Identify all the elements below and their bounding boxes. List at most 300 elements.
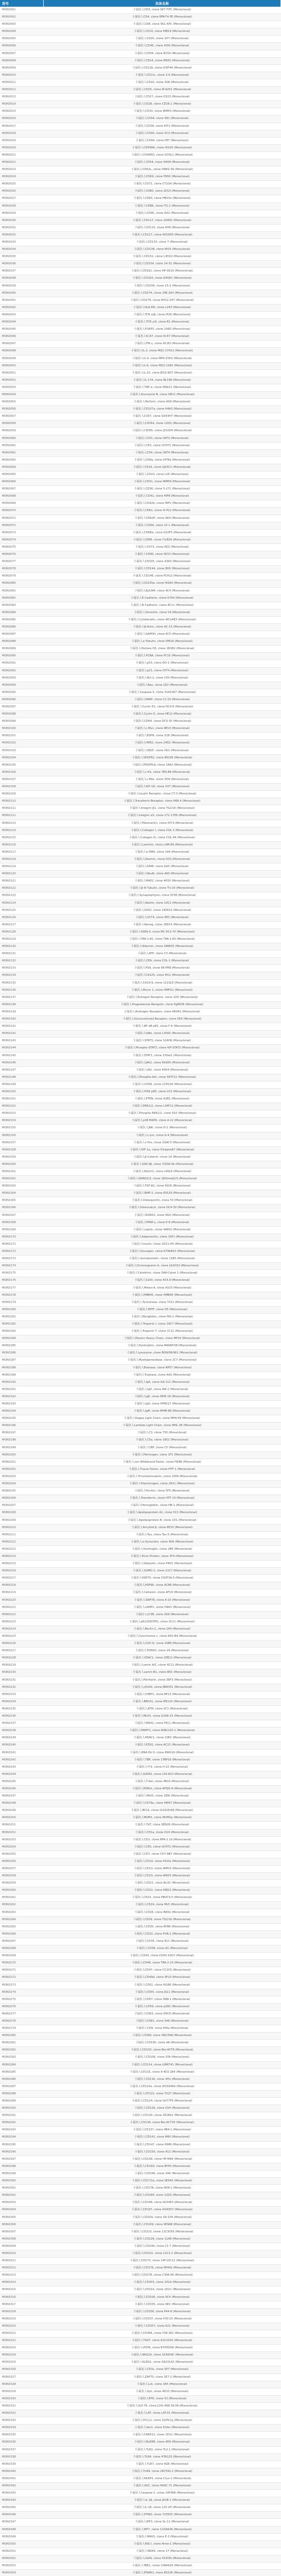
catalog-number-cell: MON3308: [0, 2235, 44, 2243]
table-header: [0, 0, 281, 7]
table-row: [0, 2381, 281, 2388]
catalog-number-cell: MON3058: [0, 420, 44, 428]
table-row: [0, 1916, 281, 1923]
table-row: [0, 7, 281, 14]
catalog-number-cell: MON3199: [0, 1444, 44, 1451]
table-row: [0, 159, 281, 166]
antibody-name-cell: 小鼠抗人T-bet, clone 4B10 (Monoclonal): [44, 1778, 281, 1785]
catalog-number-cell: MON3244: [0, 1771, 44, 1778]
antibody-name-cell: 小鼠抗人ZAP70, clone 1E7.2 (Monoclonal): [44, 2374, 281, 2381]
table-row: [0, 536, 281, 544]
antibody-name-cell: 小鼠抗人CD52, clone HI186 (Monoclonal): [44, 1981, 281, 1989]
catalog-number-cell: MON3224: [0, 1625, 44, 1633]
catalog-number-cell: MON3079: [0, 573, 44, 580]
catalog-number-cell: MON3323: [0, 2345, 44, 2352]
table-row: [0, 602, 281, 609]
catalog-number-cell: MON3321: [0, 2330, 44, 2337]
catalog-number-cell: MON3350: [0, 2540, 44, 2548]
catalog-number-cell: MON3307: [0, 2228, 44, 2235]
antibody-name-cell: 小鼠抗人CD274, clone 29E.2A3 (Monoclonal): [44, 290, 281, 297]
antibody-name-cell: 小鼠抗人CD147, clone HIM6 (Monoclonal): [44, 2141, 281, 2148]
catalog-number-cell: MON3018: [0, 130, 44, 137]
catalog-number-cell: MON3057: [0, 413, 44, 420]
table-row: [0, 1045, 281, 1052]
table-row: [0, 2018, 281, 2025]
catalog-number-cell: MON3044: [0, 319, 44, 326]
antibody-name-cell: 小鼠抗人α-SMA, clone 1A4 (Monoclonal): [44, 849, 281, 856]
antibody-name-cell: 小鼠抗人CD200, clone OX-104 (Monoclonal): [44, 2214, 281, 2221]
antibody-name-cell: 小鼠抗人β-Actin, clone AC-15 (Monoclonal): [44, 623, 281, 631]
antibody-name-cell: 小鼠抗人Apolipoprotein A1, clone 513 (Monoclonal): [44, 1510, 281, 1517]
catalog-number-cell: MON3293: [0, 2127, 44, 2134]
antibody-name-cell: 小鼠抗人CD61, clone VI-PL2 (Monoclonal): [44, 507, 281, 515]
antibody-name-cell: 小鼠抗人c-Kit, clone YB5.B8 (Monoclonal): [44, 769, 281, 776]
table-row: [0, 805, 281, 812]
antibody-name-cell: 小鼠抗人SOX2, clone 245610 (Monoclonal): [44, 907, 281, 914]
table-row: [0, 1785, 281, 1792]
antibody-name-cell: 小鼠抗人CD8a, clone HIT8a (Monoclonal): [44, 456, 281, 464]
table-row: [0, 2054, 281, 2061]
antibody-name-cell: 小鼠抗人PCNA, clone PC10 (Monoclonal): [44, 653, 281, 660]
antibody-name-cell: 小鼠抗人IRF3, clone SL-12 (Monoclonal): [44, 2519, 281, 2526]
catalog-number-cell: MON3059: [0, 428, 44, 435]
table-row: [0, 812, 281, 820]
catalog-number-cell: MON3003: [0, 21, 44, 28]
antibody-name-cell: 小鼠抗人Collagen IV, clone COL-94 (Monoclonal): [44, 834, 281, 841]
table-row: [0, 2563, 281, 2570]
table-row: [0, 2192, 281, 2199]
catalog-number-cell: MON3295: [0, 2141, 44, 2148]
antibody-name-cell: 小鼠抗人CD64, clone 10.1 (Monoclonal): [44, 522, 281, 529]
antibody-name-cell: 小鼠抗人CRP, clone C5 (Monoclonal): [44, 1444, 281, 1451]
catalog-number-cell: MON3135: [0, 979, 44, 987]
antibody-name-cell: 小鼠抗人RIG-I, clone Alme-1 (Monoclonal): [44, 2540, 281, 2548]
antibody-name-cell: 小鼠抗人Chromogranin A, clone LK2H10 (Monoclonal): [44, 1263, 281, 1270]
antibody-name-cell: 小鼠抗人CD107a, clone H4A3 (Monoclonal): [44, 406, 281, 413]
catalog-number-cell: MON3025: [0, 181, 44, 188]
antibody-name-cell: 小鼠抗人ASC, clone HASC-71 (Monoclonal): [44, 2482, 281, 2489]
antibody-name-cell: 小鼠抗人CD41, clone HIP8 (Monoclonal): [44, 493, 281, 500]
catalog-number-cell: MON3087: [0, 631, 44, 638]
catalog-number-cell: MON3010: [0, 72, 44, 79]
catalog-number-cell: MON3012: [0, 87, 44, 94]
table-row: [0, 1277, 281, 1284]
antibody-name-cell: 小鼠抗人MITF, clone D5 (Monoclonal): [44, 1306, 281, 1313]
catalog-number-cell: MON3343: [0, 2490, 44, 2497]
table-row: [0, 486, 281, 493]
table-row: [0, 2425, 281, 2432]
catalog-number-cell: MON3310: [0, 2250, 44, 2257]
antibody-name-cell: 小鼠抗人TGF-β1, clone 9016 (Monoclonal): [44, 1183, 281, 1190]
table-row: [0, 2497, 281, 2504]
table-row: [0, 1727, 281, 1735]
antibody-name-cell: 小鼠抗人MDA5, clone 17 (Monoclonal): [44, 2548, 281, 2555]
table-row: [0, 660, 281, 667]
table-row: [0, 1829, 281, 1836]
table-row: [0, 2199, 281, 2207]
antibody-name-cell: 小鼠抗人CD1a, clone O10 (Monoclonal): [44, 1829, 281, 1836]
table-row: [0, 2243, 281, 2250]
table-row: [0, 123, 281, 130]
catalog-number-cell: MON3100: [0, 725, 44, 733]
antibody-name-cell: 小鼠抗人CD252, clone 11C3.1 (Monoclonal): [44, 2250, 281, 2257]
table-row: [0, 1437, 281, 1444]
catalog-number-cell: MON3222: [0, 1611, 44, 1618]
table-row: [0, 1408, 281, 1415]
catalog-number-cell: MON3137: [0, 994, 44, 1001]
catalog-number-cell: MON3019: [0, 137, 44, 144]
antibody-name-cell: 小鼠抗人CD144, clone BV9 (Monoclonal): [44, 566, 281, 573]
catalog-number-cell: MON3326: [0, 2366, 44, 2374]
catalog-number-cell: MON3266: [0, 1930, 44, 1938]
table-row: [0, 667, 281, 674]
catalog-number-cell: MON3219: [0, 1589, 44, 1597]
table-row: [0, 2141, 281, 2148]
antibody-name-cell: 小鼠抗人CD20, clone L26 (Monoclonal): [44, 471, 281, 479]
table-row: [0, 1038, 281, 1045]
catalog-number-cell: MON3118: [0, 856, 44, 863]
antibody-name-cell: 小鼠抗人VISTA, clone B7H5DS8 (Monoclonal): [44, 2345, 281, 2352]
catalog-number-cell: MON3154: [0, 1117, 44, 1125]
catalog-number-cell: MON3236: [0, 1713, 44, 1720]
catalog-number-cell: MON3011: [0, 79, 44, 86]
table-row: [0, 239, 281, 246]
table-row: [0, 914, 281, 921]
antibody-name-cell: 小鼠抗人Calretinin, clone DAK-Calret 1 (Monoclonal): [44, 1270, 281, 1277]
table-row: [0, 885, 281, 892]
catalog-number-cell: MON3117: [0, 849, 44, 856]
antibody-name-cell: 小鼠抗人CXCR4, clone 12G5 (Monoclonal): [44, 420, 281, 428]
table-row: [0, 863, 281, 871]
table-row: [0, 878, 281, 885]
antibody-name-cell: 小鼠抗人Plasminogen, clone 2A11 (Monoclonal): [44, 1481, 281, 1488]
antibody-name-cell: 小鼠抗人CD138, clone MI15 (Monoclonal): [44, 246, 281, 253]
antibody-name-cell: 小鼠抗人Vimentin, clone V9 (Monoclonal): [44, 609, 281, 616]
table-row: [0, 1836, 281, 1843]
antibody-name-cell: 小鼠抗人CD184, clone 12G5 (Monoclonal): [44, 2192, 281, 2199]
table-row: [0, 442, 281, 449]
antibody-name-cell: 小鼠抗人LAT, clone LAT-01 (Monoclonal): [44, 2410, 281, 2417]
antibody-name-cell: 小鼠抗人FOXP3, clone 206D (Monoclonal): [44, 326, 281, 333]
catalog-number-cell: MON3254: [0, 1843, 44, 1851]
antibody-name-cell: 小鼠抗人Beclin-1, clone 2A4 (Monoclonal): [44, 1625, 281, 1633]
table-row: [0, 1764, 281, 1771]
table-row: [0, 1866, 281, 1873]
antibody-name-cell: 小鼠抗人CD166, clone 3A6 (Monoclonal): [44, 2170, 281, 2177]
antibody-name-cell: 小鼠抗人von Willebrand Factor, clone F8/86 (Monoclonal): [44, 1459, 281, 1466]
antibody-name-cell: 小鼠抗人CD4, clone RPA-T4 PE (Monoclonal): [44, 14, 281, 21]
antibody-name-cell: 小鼠抗人Tyrosinase, clone T311 (Monoclonal): [44, 1299, 281, 1306]
table-row: [0, 1226, 281, 1233]
table-row: [0, 1960, 281, 1967]
table-row: [0, 2504, 281, 2512]
antibody-name-cell: 小鼠抗人Cyclin D1, clone DCS-6 (Monoclonal): [44, 704, 281, 711]
catalog-number-cell: MON3062: [0, 449, 44, 456]
antibody-name-cell: 小鼠抗人PDGFR-β, clone 18A2 (Monoclonal): [44, 761, 281, 769]
table-row: [0, 558, 281, 566]
antibody-name-cell: 小鼠抗人CD14, clone M5E2 (Monoclonal): [44, 57, 281, 64]
antibody-name-cell: 小鼠抗人CD226, clone 11A8 (Monoclonal): [44, 2235, 281, 2243]
table-row: [0, 355, 281, 362]
catalog-number-cell: MON3212: [0, 1538, 44, 1546]
table-row: [0, 1444, 281, 1451]
catalog-number-cell: MON3275: [0, 1996, 44, 2003]
catalog-number-cell: MON3268: [0, 1945, 44, 1953]
catalog-number-cell: MON3344: [0, 2497, 44, 2504]
antibody-name-cell: 小鼠抗人Thrombomodulin, clone 1009 (Monoclonal): [44, 1473, 281, 1480]
antibody-name-cell: 小鼠抗人Elastase, clone NP57 (Monoclonal): [44, 1364, 281, 1371]
antibody-name-cell: 小鼠抗人53BP1, clone BP13 (Monoclonal): [44, 1691, 281, 1698]
catalog-number-cell: MON3238: [0, 1727, 44, 1735]
catalog-number-cell: MON3330: [0, 2395, 44, 2402]
table-row: [0, 1568, 281, 1575]
antibody-name-cell: 小鼠抗人CD146, clone P1H12 (Monoclonal): [44, 573, 281, 580]
table-row: [0, 871, 281, 878]
table-row: [0, 428, 281, 435]
catalog-number-cell: MON3083: [0, 602, 44, 609]
table-row: [0, 2330, 281, 2337]
catalog-number-cell: MON3121: [0, 878, 44, 885]
catalog-number-cell: MON3106: [0, 769, 44, 776]
table-row: [0, 1858, 281, 1865]
catalog-number-cell: MON3246: [0, 1785, 44, 1792]
catalog-number-cell: MON3181: [0, 1313, 44, 1320]
table-row: [0, 2105, 281, 2112]
table-row: [0, 1822, 281, 1829]
table-row: [0, 761, 281, 769]
antibody-name-cell: 小鼠抗人Fibrinogen, clone 1F1 (Monoclonal): [44, 1451, 281, 1459]
antibody-name-cell: 小鼠抗人E-Cadherin, clone 67A4 (Monoclonal): [44, 595, 281, 602]
antibody-name-cell: 小鼠抗人Lamin A/C, clone 4C11 (Monoclonal): [44, 1662, 281, 1669]
catalog-number-cell: MON3047: [0, 341, 44, 348]
table-row: [0, 217, 281, 224]
catalog-number-cell: MON3110: [0, 798, 44, 805]
antibody-name-cell: 小鼠抗人Lysozyme, clone BGN/06/961 (Monoclonal): [44, 1350, 281, 1357]
catalog-number-cell: MON3142: [0, 1030, 44, 1038]
antibody-name-cell: 小鼠抗人Tryptase, clone AA1 (Monoclonal): [44, 1371, 281, 1379]
catalog-number-cell: MON3171: [0, 1241, 44, 1248]
catalog-number-cell: MON3134: [0, 972, 44, 979]
catalog-number-cell: MON3319: [0, 2315, 44, 2323]
catalog-number-cell: MON3098: [0, 711, 44, 718]
antibody-name-cell: 小鼠抗人Huntingtin, clone 2B4 (Monoclonal): [44, 1546, 281, 1553]
table-row: [0, 1974, 281, 1981]
catalog-number-cell: MON3014: [0, 101, 44, 108]
catalog-number-cell: MON3020: [0, 144, 44, 151]
antibody-name-cell: 小鼠抗人CDK4, clone DCS-35 (Monoclonal): [44, 718, 281, 725]
antibody-name-cell: 小鼠抗人CD2, clone RPA-2.10 (Monoclonal): [44, 1836, 281, 1843]
catalog-number-cell: MON3237: [0, 1720, 44, 1727]
table-row: [0, 1096, 281, 1103]
antibody-name-cell: 小鼠抗人GRP78, clone A-10 (Monoclonal): [44, 1597, 281, 1604]
antibody-name-cell: 小鼠抗人c-Fos, clone 2G9C3 (Monoclonal): [44, 1139, 281, 1146]
table-row: [0, 2345, 281, 2352]
antibody-name-cell: 小鼠抗人CD45RA, clone HI100 (Monoclonal): [44, 144, 281, 151]
table-row: [0, 551, 281, 558]
antibody-name-cell: 小鼠抗人IRF7, clone 12G9A36 (Monoclonal): [44, 2526, 281, 2533]
antibody-name-cell: 小鼠抗人IgM, clone MHM-88 (Monoclonal): [44, 1408, 281, 1415]
catalog-number-cell: MON3164: [0, 1190, 44, 1197]
catalog-number-cell: MON3104: [0, 754, 44, 761]
catalog-number-cell: MON3287: [0, 2083, 44, 2090]
catalog-number-cell: MON3023: [0, 166, 44, 174]
antibody-name-cell: 小鼠抗人Apolipoprotein B, clone 1D1 (Monoclonal): [44, 1517, 281, 1524]
catalog-number-cell: MON3201: [0, 1459, 44, 1466]
table-row: [0, 1248, 281, 1256]
antibody-name-cell: 小鼠抗人Nestin, clone 10C2 (Monoclonal): [44, 900, 281, 907]
table-row: [0, 2490, 281, 2497]
catalog-number-cell: MON3204: [0, 1481, 44, 1488]
table-row: [0, 609, 281, 616]
antibody-name-cell: 小鼠抗人p53, clone DO-1 (Monoclonal): [44, 660, 281, 667]
catalog-number-cell: MON3227: [0, 1648, 44, 1655]
antibody-name-cell: 小鼠抗人IL-4, clone MP4-25D2 (Monoclonal): [44, 355, 281, 362]
catalog-number-cell: MON3085: [0, 616, 44, 623]
table-row: [0, 101, 281, 108]
catalog-number-cell: MON3327: [0, 2374, 44, 2381]
table-row: [0, 413, 281, 420]
table-row: [0, 1030, 281, 1038]
table-row: [0, 1589, 281, 1597]
antibody-name-cell: 小鼠抗人Granzyme B, clone GB11 (Monoclonal): [44, 391, 281, 398]
catalog-number-cell: MON3232: [0, 1684, 44, 1691]
antibody-name-cell: 小鼠抗人CD235a, clone HI264 (Monoclonal): [44, 580, 281, 587]
table-row: [0, 2069, 281, 2076]
antibody-name-cell: 小鼠抗人p62/SQSTM1, clone 2C11 (Monoclonal): [44, 1618, 281, 1625]
antibody-name-cell: 小鼠抗人Troponin I, clone 19C7 (Monoclonal): [44, 1320, 281, 1328]
antibody-name-cell: 小鼠抗人Albumin, clone 188835 (Monoclonal): [44, 943, 281, 951]
table-row: [0, 2453, 281, 2461]
table-row: [0, 1146, 281, 1154]
table-row: [0, 1052, 281, 1059]
antibody-name-cell: 小鼠抗人GATA3, clone L50-823 (Monoclonal): [44, 1771, 281, 1778]
table-row: [0, 1909, 281, 1916]
table-row: [0, 856, 281, 863]
table-row: [0, 1923, 281, 1930]
catalog-number-cell: MON3189: [0, 1371, 44, 1379]
catalog-number-cell: MON3257: [0, 1866, 44, 1873]
antibody-name-cell: 小鼠抗人HLA-DR, clone L243 (Monoclonal): [44, 304, 281, 311]
antibody-name-cell: 小鼠抗人CD10, clone HI10a (Monoclonal): [44, 1858, 281, 1865]
table-row: [0, 1233, 281, 1241]
antibody-name-cell: 小鼠抗人EpCAM, clone 9C4 (Monoclonal): [44, 587, 281, 595]
table-row: [0, 253, 281, 261]
antibody-name-cell: 小鼠抗人CD273, clone 24F.10C12 (Monoclonal): [44, 2258, 281, 2265]
catalog-number-cell: MON3270: [0, 1960, 44, 1967]
antibody-name-cell: 小鼠抗人IL-10, clone JES3-9D7 (Monoclonal): [44, 369, 281, 377]
antibody-name-cell: 小鼠抗人CD36, clone 5-271 (Monoclonal): [44, 486, 281, 493]
catalog-number-cell: MON3032: [0, 231, 44, 239]
antibody-name-cell: 小鼠抗人C3, clone 755 (Monoclonal): [44, 1430, 281, 1437]
table-row: [0, 2272, 281, 2279]
table-row: [0, 987, 281, 994]
table-row: [0, 456, 281, 464]
antibody-name-cell: 小鼠抗人TBK1, clone 108A429 (Monoclonal): [44, 2563, 281, 2570]
table-row: [0, 2279, 281, 2286]
table-row: [0, 784, 281, 791]
table-row: [0, 566, 281, 573]
catalog-number-cell: MON3277: [0, 2010, 44, 2018]
catalog-number-cell: MON3231: [0, 1676, 44, 1684]
header-antibody-name: 抗体名称: [44, 0, 281, 7]
catalog-number-cell: MON3289: [0, 2098, 44, 2105]
antibody-name-cell: 小鼠抗人CD244, clone C1.7 (Monoclonal): [44, 2243, 281, 2250]
table-row: [0, 928, 281, 936]
catalog-number-cell: MON3128: [0, 928, 44, 936]
antibody-name-cell: 小鼠抗人VDAC1, clone 20B12 (Monoclonal): [44, 1655, 281, 1662]
table-row: [0, 1648, 281, 1655]
antibody-name-cell: 小鼠抗人Cytokeratin, clone AE1/AE3 (Monoclonal): [44, 616, 281, 623]
antibody-name-cell: 小鼠抗人CD8, clone SK1 APC (Monoclonal): [44, 21, 281, 28]
catalog-number-cell: MON3191: [0, 1386, 44, 1393]
table-row: [0, 515, 281, 522]
antibody-name-cell: 小鼠抗人CD103, clone Ber-ACT8 (Monoclonal): [44, 2047, 281, 2054]
antibody-name-cell: 小鼠抗人CD314, clone 1D11 (Monoclonal): [44, 2286, 281, 2294]
catalog-number-cell: MON3314: [0, 2279, 44, 2286]
antibody-name-cell: 小鼠抗人NF-κB p65, clone F-6 (Monoclonal): [44, 1023, 281, 1030]
table-row: [0, 2482, 281, 2489]
catalog-number-cell: MON3167: [0, 1212, 44, 1219]
table-row: [0, 704, 281, 711]
table-row: [0, 2185, 281, 2192]
table-row: [0, 1597, 281, 1604]
table-row: [0, 290, 281, 297]
catalog-number-cell: MON3029: [0, 210, 44, 217]
catalog-number-cell: MON3245: [0, 1778, 44, 1785]
antibody-name-cell: 小鼠抗人N-Cadherin, clone 8C11 (Monoclonal): [44, 602, 281, 609]
table-row: [0, 1735, 281, 1742]
table-row: [0, 1669, 281, 1676]
table-row: [0, 2533, 281, 2540]
antibody-name-cell: 小鼠抗人CD209, clone 9E9A8 (Monoclonal): [44, 2221, 281, 2228]
table-row: [0, 1125, 281, 1132]
table-row: [0, 1008, 281, 1015]
table-row: [0, 115, 281, 123]
antibody-name-cell: 小鼠抗人Adiponectin, clone 19F1 (Monoclonal): [44, 1233, 281, 1241]
table-row: [0, 1066, 281, 1074]
antibody-name-cell: 小鼠抗人CEA, clone COL-1 (Monoclonal): [44, 958, 281, 965]
catalog-number-cell: MON3095: [0, 689, 44, 696]
antibody-name-cell: 小鼠抗人Tissue Factor, clone HTF-1 (Monoclonal): [44, 1466, 281, 1473]
catalog-number-cell: MON3090: [0, 653, 44, 660]
table-row: [0, 1386, 281, 1393]
catalog-number-cell: MON3092: [0, 667, 44, 674]
catalog-number-cell: MON3179: [0, 1299, 44, 1306]
antibody-name-cell: 小鼠抗人STING, clone 723505 (Monoclonal): [44, 2512, 281, 2519]
catalog-number-cell: MON3156: [0, 1132, 44, 1139]
catalog-number-cell: MON3113: [0, 820, 44, 827]
table-row: [0, 1074, 281, 1081]
antibody-name-cell: 小鼠抗人HSP90, clone AC88 (Monoclonal): [44, 1582, 281, 1589]
antibody-name-cell: 小鼠抗人CD32, clone FUN-2 (Monoclonal): [44, 1930, 281, 1938]
antibody-name-cell: 小鼠抗人PLCγ1, clone 10/PLCg (Monoclonal): [44, 2417, 281, 2425]
antibody-name-cell: 小鼠抗人Caspase-3, clone 31A1067 (Monoclonal): [44, 689, 281, 696]
antibody-name-cell: 小鼠抗人Integrin β1, clone TS2/16 (Monoclonal): [44, 805, 281, 812]
catalog-number-cell: MON3205: [0, 1488, 44, 1495]
catalog-number-cell: MON3193: [0, 1401, 44, 1408]
table-row: [0, 522, 281, 529]
antibody-name-cell: 小鼠抗人Synaptophysin, clone SY38 (Monoclonal): [44, 892, 281, 900]
catalog-number-cell: MON3096: [0, 696, 44, 703]
catalog-number-cell: MON3150: [0, 1088, 44, 1095]
catalog-number-cell: MON3001: [0, 7, 44, 14]
antibody-name-cell: 小鼠抗人EGFR, clone 528 (Monoclonal): [44, 733, 281, 740]
catalog-number-cell: MON3061: [0, 442, 44, 449]
antibody-name-cell: 小鼠抗人CD178, clone NOK-1 (Monoclonal): [44, 2185, 281, 2192]
catalog-number-cell: MON3195: [0, 1415, 44, 1422]
catalog-number-cell: MON3216: [0, 1568, 44, 1575]
table-row: [0, 1371, 281, 1379]
